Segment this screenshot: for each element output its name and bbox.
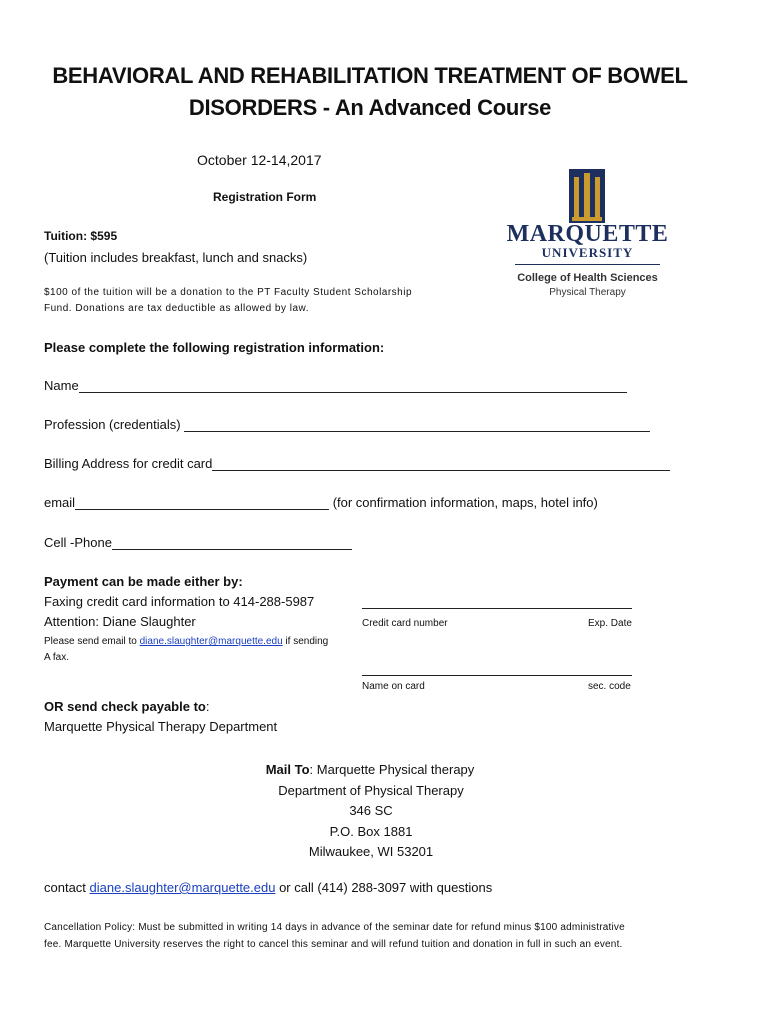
attention-line: Attention: Diane Slaughter [44, 614, 196, 629]
cc-number-label: Credit card number [362, 618, 448, 629]
phone-row [44, 535, 352, 550]
name-on-card-field[interactable] [362, 675, 632, 676]
email-note: (for confirmation information, maps, hotel info) [329, 495, 598, 510]
logo-dept: Physical Therapy [549, 287, 626, 298]
email-field[interactable] [75, 495, 329, 510]
profession-field[interactable] [184, 417, 650, 432]
check-heading: OR send check payable to: [44, 699, 210, 714]
email-row [44, 495, 598, 510]
exp-date-label: Exp. Date [588, 618, 632, 629]
form-instructions: Please complete the following registration information: [44, 340, 385, 355]
tuition-label: Tuition: $595 [44, 229, 118, 243]
send-email-link[interactable]: diane.slaughter@marquette.edu [139, 636, 283, 647]
name-label: Name [44, 378, 79, 393]
sec-code-label: sec. code [588, 681, 631, 692]
contact-email-link[interactable]: diane.slaughter@marquette.edu [89, 880, 276, 895]
logo-name: MARQUETTE [506, 221, 669, 247]
billing-row [44, 456, 670, 471]
check-payee: Marquette Physical Therapy Department [44, 719, 278, 734]
logo-college: College of Health Sciences [517, 272, 658, 284]
logo-sub: UNIVERSITY [541, 245, 634, 260]
form-title: Registration Form [213, 190, 317, 204]
donation-note-2: Fund. Donations are tax deductible as allowed by law. [44, 303, 309, 314]
phone-label: Cell -Phone [44, 535, 112, 550]
cc-number-field[interactable] [362, 608, 632, 609]
billing-field[interactable] [212, 456, 670, 471]
donation-note-1: $100 of the tuition will be a donation to the PT Faculty Student Scholarship [44, 287, 413, 298]
cancellation-policy: Cancellation Policy: Must be submitted in writing 14 days in advance of the seminar date for refund minus $100 administrative fee. Marquette University reserves the right to cancel this seminar and will refund tuition and donation in full in such an event. [44, 922, 625, 950]
tuition-includes: (Tuition includes breakfast, lunch and snacks) [44, 250, 308, 265]
contact-line: contact diane.slaughter@marquette.edu or call (414) 288-3097 with questions [44, 880, 493, 895]
page-title [40, 60, 700, 124]
name-row [44, 378, 627, 393]
title-line-1: BEHAVIORAL AND REHABILITATION TREATMENT OF BOWEL [52, 63, 688, 88]
profession-label: Profession (credentials) [44, 417, 181, 432]
name-on-card-label: Name on card [362, 681, 425, 692]
send-email-note: Please send email to diane.slaughter@marquette.edu if sending A fax. [44, 636, 329, 663]
phone-field[interactable] [112, 535, 352, 550]
tower-icon [567, 167, 607, 225]
logo-divider [515, 264, 660, 265]
mail-address: Mail To: Marquette Physical therapy Department of Physical Therapy 346 SC P.O. Box 1881 Milwaukee, WI 53201 [265, 762, 475, 859]
fax-line: Faxing credit card information to 414-288-5987 [44, 594, 315, 609]
email-label: email [44, 495, 76, 510]
profession-row [44, 417, 650, 432]
title-line-2: DISORDERS - An Advanced Course [188, 95, 552, 120]
mail-to-label: Mail To [265, 762, 310, 777]
payment-heading: Payment can be made either by: [44, 574, 243, 589]
name-field[interactable] [79, 378, 627, 393]
billing-label: Billing Address for credit card [44, 456, 213, 471]
marquette-logo [505, 163, 670, 303]
event-date: October 12-14,2017 [197, 152, 322, 168]
